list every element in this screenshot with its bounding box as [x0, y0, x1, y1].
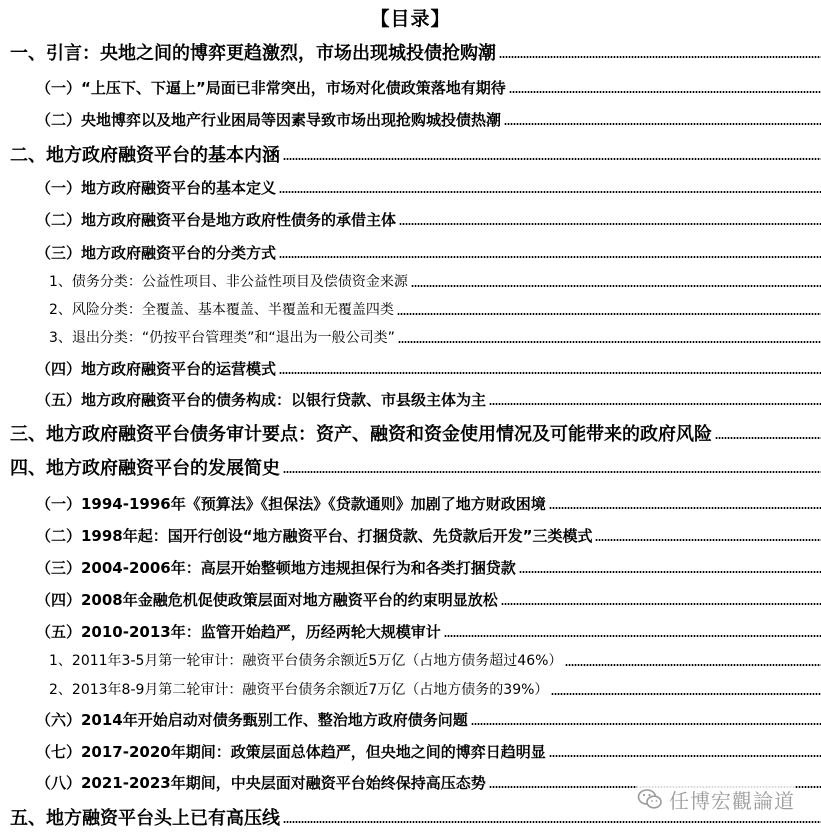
toc-leader-dots	[715, 437, 821, 439]
toc-entry-text: （七）2017-2020年期间：政策层面总体趋严，但央地之间的博弈日趋明显	[36, 742, 546, 761]
toc-leader-dots	[565, 664, 821, 666]
toc-entry	[0, 267, 821, 295]
toc-entry-text: （一）地方政府融资平台的基本定义	[36, 178, 277, 197]
watermark-text: 任博宏觀論道	[669, 788, 795, 813]
toc-entry	[0, 38, 821, 66]
toc-entry-text: （二）1998年起：国开行创设“地方融资平台、打捆贷款、先贷款后开发”三类模式	[36, 526, 593, 545]
toc-entry	[0, 646, 821, 674]
toc-entry-text: 二、地方政府融资平台的基本内涵	[10, 145, 280, 166]
toc-leader-dots	[411, 285, 821, 287]
toc-entry	[0, 585, 821, 613]
toc-leader-dots	[399, 223, 821, 225]
toc-entry-text: 3、退出分类：“仍按平台管理类”和“退出为一般公司类”	[49, 330, 395, 346]
toc-entry-text: 1、债务分类：公益性项目、非公益性项目及偿债资金来源	[49, 274, 408, 290]
toc-leader-dots	[471, 723, 821, 725]
toc-leader-dots	[279, 372, 821, 374]
toc-leader-dots	[489, 403, 821, 405]
toc-entry-text: 1、2011年3-5月第一轮审计：融资平台债务余额近5万亿（占地方债务超过46%）	[49, 653, 563, 669]
toc-entry-text: 三、地方政府融资平台债务审计要点：资产、融资和资金使用情况及可能带来的政府风险	[10, 424, 712, 445]
toc-entry	[0, 385, 821, 413]
toc-entry	[0, 453, 821, 481]
watermark	[637, 786, 795, 812]
toc-leader-dots	[499, 56, 821, 58]
toc-entry	[0, 73, 821, 101]
toc-entry-text: （五）地方政府融资平台的债务构成：以银行贷款、市县级主体为主	[36, 390, 487, 409]
toc-entry-text: （四）2008年金融危机促使政策层面对地方融资平台的约束明显放松	[36, 590, 498, 609]
toc-leader-dots	[397, 313, 821, 315]
toc-leader-dots	[283, 158, 821, 160]
toc-entry-text: （四）地方政府融资平台的运营模式	[36, 359, 277, 378]
toc-entry	[0, 205, 821, 233]
toc-entry-text: （一）1994-1996年《预算法》《担保法》《贷款通则》加剧了地方财政困境	[36, 494, 546, 513]
toc-entry	[0, 419, 821, 447]
toc-leader-dots	[398, 341, 821, 343]
toc-leader-dots	[279, 191, 821, 193]
toc-entry-text: 2、风险分类：全覆盖、基本覆盖、半覆盖和无覆盖四类	[49, 302, 394, 318]
toc-entry-text: 五、地方融资平台头上已有高压线	[10, 808, 280, 829]
toc-entry-text: （八）2021-2023年期间，中央层面对融资平台始终保持高压态势	[36, 773, 486, 792]
toc-entry	[0, 705, 821, 733]
toc-entry-text: 2、2013年8-9月第二轮审计：融资平台债务余额近7万亿（占地方债务的39%）	[49, 682, 549, 698]
toc-leader-dots	[283, 821, 821, 823]
toc-title: 【目录】	[370, 8, 451, 30]
toc-entry-text: （二）地方政府融资平台是地方政府性债务的承借主体	[36, 210, 397, 229]
toc-entry	[0, 173, 821, 201]
toc-entry-text: （三）地方政府融资平台的分类方式	[36, 243, 277, 262]
toc-entry-text: （五）2010-2013年：监管开始趋严，历经两轮大规模审计	[36, 622, 441, 641]
toc-entry-text: 四、地方政府融资平台的发展简史	[10, 458, 280, 479]
toc-entry	[0, 489, 821, 517]
toc-leader-dots	[549, 755, 821, 757]
toc-leader-dots	[549, 507, 821, 509]
toc-entry-text: （六）2014年开始启动对债务甄别工作、整治地方政府债务问题	[36, 710, 468, 729]
toc-entry	[0, 354, 821, 382]
toc-entry	[0, 238, 821, 266]
toc-entry-text: （一）“上压下、下逼上”局面已非常突出，市场对化债政策落地有期待	[36, 78, 506, 97]
toc-leader-dots	[551, 693, 821, 695]
toc-entry	[0, 521, 821, 549]
toc-entry	[0, 295, 821, 323]
toc-entry-text: 一、引言：央地之间的博弈更趋激烈，市场出现城投债抢购潮	[10, 43, 496, 64]
toc-entry	[0, 140, 821, 168]
toc-leader-dots	[279, 256, 821, 258]
toc-leader-dots	[444, 635, 821, 637]
toc-entry-text: （三）2004-2006年：高层开始整顿地方违规担保行为和各类打捆贷款	[36, 558, 516, 577]
toc-entry-text: （二）央地博弈以及地产行业困局等因素导致市场出现抢购城投债热潮	[36, 110, 502, 129]
toc-entry	[0, 675, 821, 703]
toc-entry	[0, 737, 821, 765]
toc-leader-dots	[519, 571, 821, 573]
toc-entry	[0, 553, 821, 581]
toc-leader-dots	[283, 471, 821, 473]
toc-entry	[0, 323, 821, 351]
toc-leader-dots	[509, 91, 821, 93]
toc-entry	[0, 105, 821, 133]
wechat-icon	[637, 788, 663, 810]
toc-entry	[0, 617, 821, 645]
toc-leader-dots	[504, 123, 821, 125]
toc-leader-dots	[595, 539, 821, 541]
toc-leader-dots	[501, 603, 821, 605]
